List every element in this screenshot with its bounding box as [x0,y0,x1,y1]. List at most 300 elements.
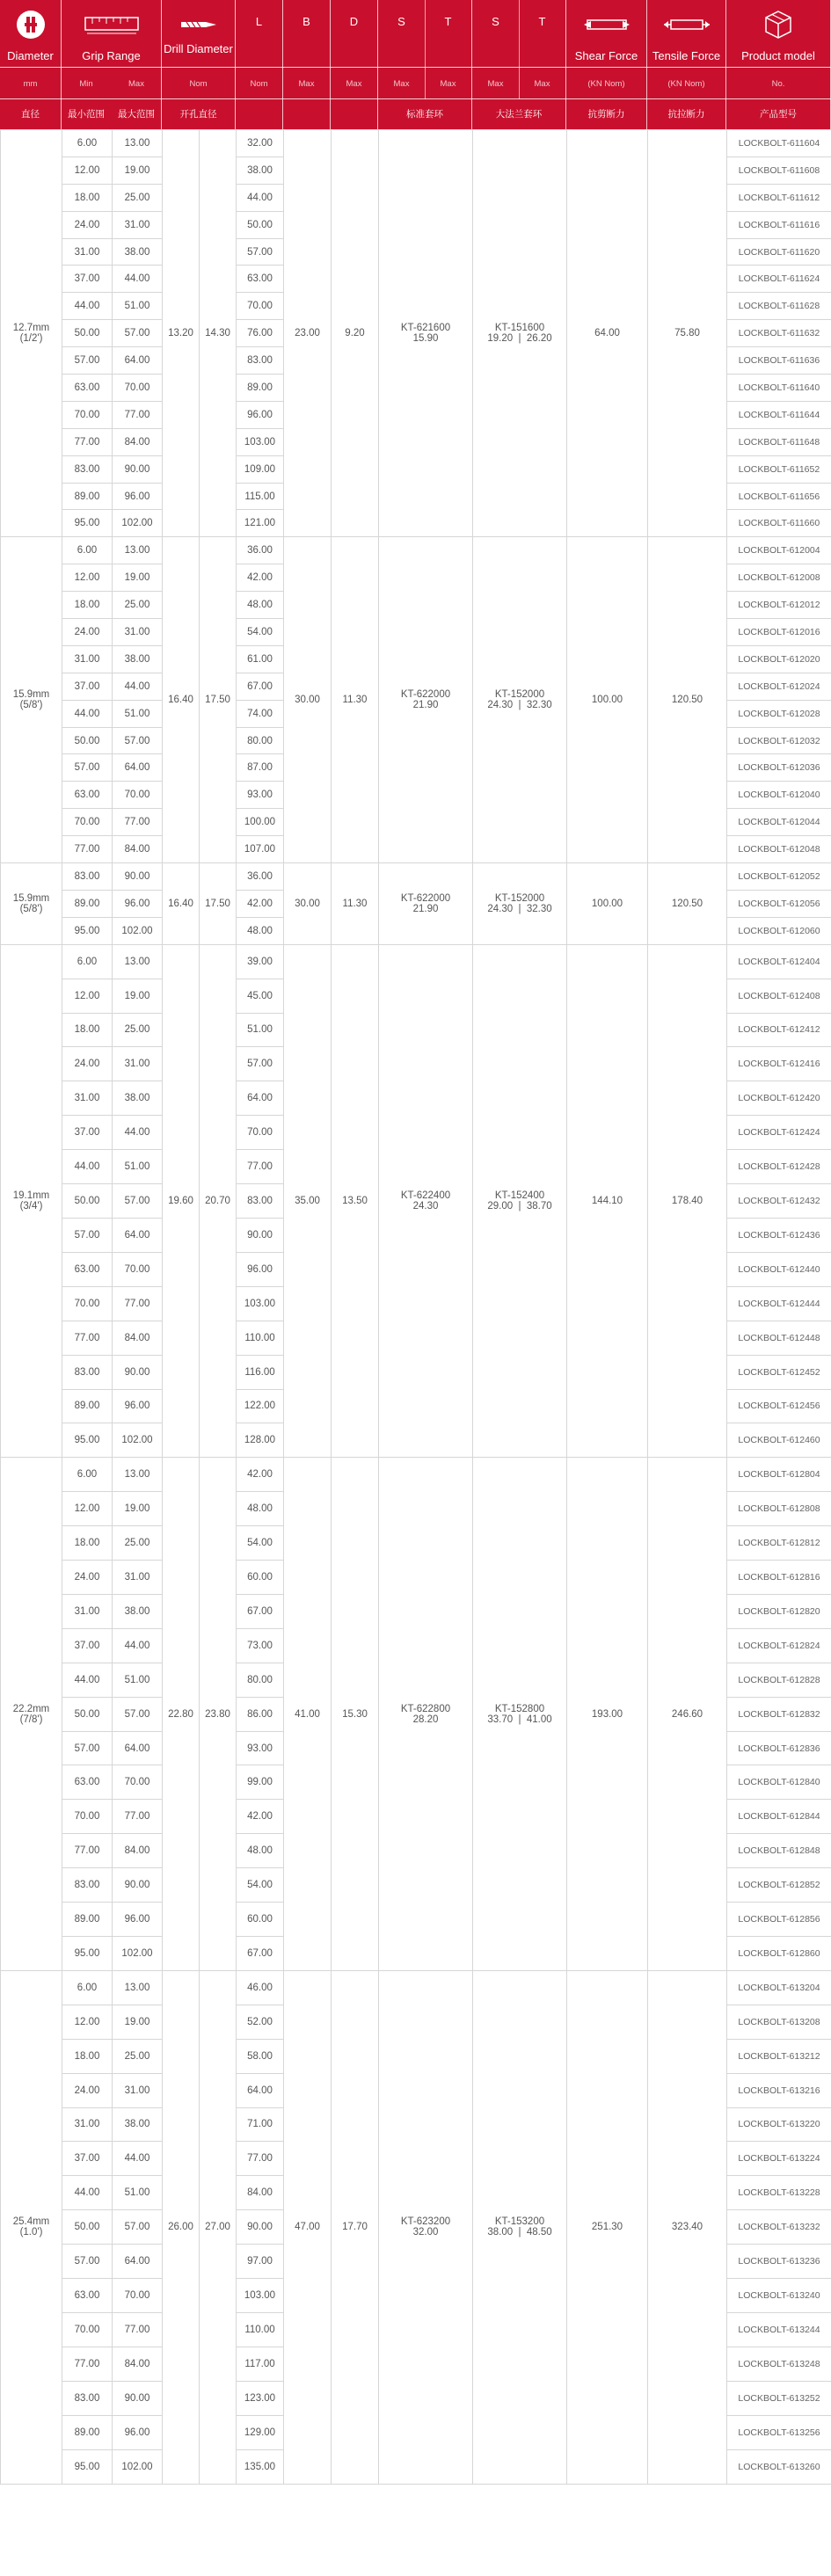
grip-max-cell-value: 44.00 [124,273,150,285]
grip-min-cell-value: 44.00 [74,1161,100,1173]
grip-min-cell-value: 70.00 [74,2324,100,2335]
grip-min-cell-value: 89.00 [74,898,100,909]
grip-max-cell [113,2176,163,2210]
grip-min-cell-value: 63.00 [74,1777,100,1788]
grip-max-cell-value: 25.00 [124,600,150,611]
product-model-cell [727,673,831,700]
flange-collar-cell-value: 24.30 [487,903,514,914]
length-cell-value: 107.00 [244,844,276,855]
grip-max-cell [113,1013,163,1047]
grip-min-cell [62,592,113,619]
product-model-cell [727,156,831,184]
grip-max-cell [113,1423,163,1458]
grip-min-cell [62,782,113,809]
grip-max-cell-value: 51.00 [124,2187,150,2199]
grip-min-cell-value: 6.00 [77,1469,98,1481]
grip-min-cell-value: 44.00 [74,708,100,719]
length-cell-value: 61.00 [247,653,273,665]
length-cell-value: 100.00 [244,817,276,828]
flange-collar-cell-value: 24.30 [487,700,514,711]
grip-min-cell-value: 37.00 [74,1640,100,1651]
grip-min-cell-value: 18.00 [74,2050,100,2062]
grip-max-cell-value: 84.00 [124,1332,150,1343]
length-cell-value: 87.00 [247,762,273,774]
grip-min-cell-value: 77.00 [74,436,100,448]
diameter-cell-value: (5/8') [19,700,43,711]
product-model-cell-value: LOCKBOLT-612808 [738,1503,820,1515]
product-model-cell-value: LOCKBOLT-612408 [738,990,820,1001]
length-cell [237,2347,284,2381]
table-row [1,863,831,891]
drill-min-cell-value: 19.60 [168,1196,193,1207]
header-cn [283,99,330,129]
grip-min-cell [62,863,113,891]
diameter-cell-value: 19.1mm [12,1190,50,1202]
standard-collar-cell [379,537,473,863]
length-cell-value: 36.00 [247,870,273,882]
grip-max-cell-value: 51.00 [124,1674,150,1685]
drill-min-cell [163,1458,200,1971]
grip-min-cell-value: 24.00 [74,219,100,230]
header-product-model [726,0,831,129]
product-model-cell-value: LOCKBOLT-612432 [738,1196,820,1207]
spec-table [0,129,831,2485]
grip-min-cell [62,1937,113,1971]
length-cell [237,890,284,917]
product-model-cell [727,320,831,347]
grip-max-cell-value: 96.00 [124,2427,150,2438]
grip-min-cell [62,809,113,836]
length-cell [237,2312,284,2347]
grip-max-cell-value: 25.00 [124,2050,150,2062]
d-cell-value: 9.20 [345,328,365,339]
product-model-cell-value: LOCKBOLT-612020 [738,653,820,665]
diameter-cell [1,944,62,1458]
tensile-cell [648,1970,727,2484]
grip-min-cell [62,645,113,673]
grip-max-cell-value: 64.00 [124,355,150,367]
grip-min-cell [62,375,113,402]
length-cell [237,1458,284,1492]
grip-max-cell-value: 57.00 [124,2222,150,2233]
grip-max-cell [113,510,163,537]
grip-min-cell [62,347,113,375]
length-cell [237,1526,284,1561]
separator: | [513,1714,527,1725]
product-model-cell-value: LOCKBOLT-612832 [738,1708,820,1720]
product-model-cell [727,1286,831,1321]
grip-max-cell [113,2210,163,2245]
grip-max-cell [113,401,163,428]
product-model-cell-value: LOCKBOLT-612056 [738,898,820,909]
grip-min-cell [62,2381,113,2415]
length-cell [237,754,284,782]
standard-collar-cell-value: 28.20 [412,1714,439,1725]
grip-max-cell [113,1047,163,1081]
grip-max-cell-value: 90.00 [124,870,150,882]
table-row [1,1458,831,1492]
length-cell-value: 99.00 [247,1777,273,1788]
length-cell [237,2415,284,2449]
product-model-cell-value: LOCKBOLT-612840 [738,1777,820,1788]
product-model-cell [727,944,831,979]
grip-min-cell-value: 70.00 [74,409,100,420]
grip-min-cell [62,1834,113,1868]
product-model-cell [727,130,831,157]
length-cell [237,1628,284,1663]
product-model-cell [727,700,831,727]
length-cell-value: 60.00 [247,1914,273,1925]
grip-max-cell [113,2142,163,2176]
product-model-cell [727,1184,831,1219]
b-cell-value: 30.00 [295,695,320,706]
product-model-cell-value: LOCKBOLT-612444 [738,1298,820,1309]
length-cell [237,1423,284,1458]
b-cell [284,1970,332,2484]
length-cell [237,130,284,157]
length-cell [237,428,284,455]
product-model-cell [727,645,831,673]
diameter-cell-value: 12.7mm [12,323,50,334]
b-cell-value: 23.00 [295,328,320,339]
product-model-cell-value: LOCKBOLT-612804 [738,1469,820,1481]
grip-max-cell-value: 57.00 [124,1196,150,1207]
product-model-cell-value: LOCKBOLT-611660 [738,518,820,529]
grip-max-cell-value: 57.00 [124,328,150,339]
drill-min-cell [163,130,200,537]
grip-max-cell [113,2107,163,2142]
length-cell-value: 58.00 [247,2050,273,2062]
grip-max-cell [113,293,163,320]
drill-max-cell-value: 17.50 [205,898,230,909]
product-model-cell-value: LOCKBOLT-613216 [738,2085,820,2096]
product-model-cell [727,1321,831,1355]
flange-collar-cell-value: 38.00 [487,2227,514,2238]
grip-min-cell [62,754,113,782]
grip-max-cell [113,211,163,238]
product-model-cell-value: LOCKBOLT-612412 [738,1024,820,1036]
length-cell [237,2449,284,2484]
drill-min-cell-value: 26.00 [168,2222,193,2233]
header-label: L [255,15,263,28]
grip-max-cell-value: 84.00 [124,436,150,448]
grip-min-cell-value: 37.00 [74,2153,100,2165]
flange-collar-cell-value: 19.20 [487,333,514,345]
product-model-cell-value: LOCKBOLT-613208 [738,2016,820,2027]
grip-max-cell [113,2073,163,2107]
length-cell [237,1150,284,1184]
shear-cell [567,537,648,863]
product-model-cell-value: LOCKBOLT-612836 [738,1743,820,1754]
length-cell [237,917,284,944]
shear-cell-value: 64.00 [594,328,620,339]
grip-max-cell-value: 64.00 [124,762,150,774]
grip-min-cell-value: 95.00 [74,518,100,529]
length-cell-value: 67.00 [247,1947,273,1959]
length-cell-value: 57.00 [247,1059,273,1070]
tensile-cell-value: 323.40 [671,2222,703,2233]
grip-min-cell [62,619,113,646]
product-model-cell-value: LOCKBOLT-613260 [738,2461,820,2472]
grip-min-cell [62,1594,113,1628]
grip-max-cell-value: 38.00 [124,1093,150,1104]
product-model-cell [727,1013,831,1047]
length-cell-value: 77.00 [247,2153,273,2165]
grip-min-cell [62,944,113,979]
header-shear-force [566,0,647,129]
length-cell-value: 80.00 [247,735,273,746]
product-model-cell [727,836,831,863]
grip-min-cell [62,1731,113,1765]
standard-collar-cell [379,1458,473,1971]
header-label-s: S [397,15,405,28]
standard-collar-cell [379,863,473,945]
product-model-cell [727,401,831,428]
header-tensile-force [647,0,726,129]
length-cell [237,2279,284,2313]
d-cell [332,944,379,1458]
product-model-cell-value: LOCKBOLT-613232 [738,2222,820,2233]
grip-max-cell [113,1116,163,1150]
header-grip-range [62,0,162,129]
product-model-cell [727,1868,831,1903]
length-cell-value: 54.00 [247,1538,273,1549]
grip-max-cell-value: 96.00 [124,491,150,502]
grip-min-cell-value: 83.00 [74,2392,100,2404]
header-unit-s: Max [487,79,504,89]
tensile-cell [648,130,727,537]
diameter-cell [1,537,62,863]
drill-max-cell [200,537,237,863]
grip-max-cell [113,1628,163,1663]
product-model-cell [727,1423,831,1458]
length-cell-value: 71.00 [247,2119,273,2130]
product-model-cell [727,1492,831,1526]
grip-max-cell-value: 51.00 [124,708,150,719]
header-L [236,0,283,129]
length-cell [237,1594,284,1628]
diameter-cell-value: 25.4mm [12,2216,50,2228]
grip-min-cell [62,2415,113,2449]
product-model-cell [727,1731,831,1765]
grip-min-cell-value: 24.00 [74,2085,100,2096]
grip-min-cell-value: 63.00 [74,382,100,393]
product-model-cell [727,979,831,1013]
length-cell-value: 70.00 [247,301,273,312]
length-cell [237,1765,284,1800]
grip-min-cell [62,700,113,727]
table-row [1,130,831,157]
product-model-cell-value: LOCKBOLT-612040 [738,790,820,801]
drill-max-cell-value: 27.00 [205,2222,230,2233]
grip-min-cell [62,727,113,754]
length-cell [237,1731,284,1765]
length-cell [237,1389,284,1423]
length-cell [237,782,284,809]
length-cell-value: 110.00 [244,2324,275,2335]
standard-collar-cell-code: KT-622400 [400,1190,451,1202]
grip-min-cell [62,1150,113,1184]
grip-min-cell [62,238,113,266]
grip-max-cell-value: 38.00 [124,246,150,258]
grip-min-cell [62,2210,113,2245]
grip-min-cell [62,510,113,537]
product-model-cell [727,1389,831,1423]
product-model-cell-value: LOCKBOLT-612024 [738,680,820,692]
grip-min-cell-value: 18.00 [74,1024,100,1036]
grip-min-cell [62,2312,113,2347]
length-cell [237,700,284,727]
table-row [1,537,831,564]
grip-max-cell-value: 96.00 [124,1401,150,1412]
length-cell-value: 77.00 [247,1161,273,1173]
length-cell-value: 44.00 [247,192,273,203]
length-cell [237,1937,284,1971]
grip-min-cell-value: 50.00 [74,735,100,746]
grip-min-cell-value: 70.00 [74,1298,100,1309]
length-cell [237,645,284,673]
length-cell-value: 86.00 [247,1708,273,1720]
length-cell [237,2039,284,2073]
table-header [0,0,831,129]
length-cell [237,1218,284,1252]
product-model-cell-value: LOCKBOLT-612820 [738,1605,820,1617]
header-label-t: T [444,15,452,28]
product-model-cell [727,1697,831,1731]
grip-max-cell-value: 19.00 [124,2016,150,2027]
product-model-cell [727,2107,831,2142]
b-cell [284,1458,332,1971]
grip-min-cell-value: 83.00 [74,1880,100,1891]
header-cn: 大法兰套环 [495,109,543,120]
product-model-cell-value: LOCKBOLT-612044 [738,817,820,828]
length-cell-value: 50.00 [247,219,273,230]
header-cn: 直径 [21,109,40,120]
header-cn-min: 最小范围 [68,109,105,120]
grip-max-cell-value: 90.00 [124,1366,150,1378]
grip-min-cell [62,2107,113,2142]
product-model-cell [727,727,831,754]
diameter-cell-value: (3/4') [19,1201,43,1212]
length-cell [237,320,284,347]
length-cell [237,1800,284,1834]
product-model-cell [727,266,831,293]
length-cell [237,2142,284,2176]
grip-min-cell [62,2245,113,2279]
shear-cell-value: 144.10 [591,1196,623,1207]
header-unit: mm [23,79,38,89]
header-unit: (KN Nom) [587,79,625,89]
header-divider [0,98,831,99]
grip-min-cell-value: 89.00 [74,1914,100,1925]
header-label: Product model [741,49,815,62]
grip-min-cell [62,1663,113,1697]
grip-min-cell-value: 63.00 [74,2290,100,2302]
length-cell-value: 42.00 [247,898,273,909]
product-model-cell [727,1218,831,1252]
grip-max-cell-value: 38.00 [124,653,150,665]
standard-collar-cell-value: 32.00 [412,2227,439,2238]
grip-max-cell [113,917,163,944]
grip-max-cell-value: 38.00 [124,1605,150,1617]
grip-max-cell [113,1970,163,2005]
standard-collar-cell-code: KT-621600 [400,323,451,334]
product-model-cell-value: LOCKBOLT-611640 [738,382,820,393]
grip-max-cell-value: 102.00 [121,1947,153,1959]
grip-min-cell-value: 6.00 [77,1982,98,1993]
header-cn: 抗剪断力 [587,109,625,120]
product-model-cell [727,347,831,375]
grip-max-cell [113,863,163,891]
grip-max-cell [113,320,163,347]
grip-max-cell [113,1937,163,1971]
tensile-cell-value: 120.50 [671,695,703,706]
ruler-icon [62,5,161,44]
length-cell-value: 93.00 [247,1743,273,1754]
grip-min-cell-value: 70.00 [74,817,100,828]
length-cell-value: 80.00 [247,1674,273,1685]
length-cell-value: 121.00 [244,518,276,529]
header-cn: 产品型号 [760,109,797,120]
product-model-cell-value: LOCKBOLT-612856 [738,1914,820,1925]
grip-max-cell-value: 44.00 [124,680,150,692]
product-model-cell-value: LOCKBOLT-612060 [738,925,820,936]
product-model-cell-value: LOCKBOLT-612004 [738,545,820,557]
grip-min-cell-value: 89.00 [74,2427,100,2438]
diameter-cell-value: (7/8') [19,1714,43,1725]
product-model-cell-value: LOCKBOLT-611632 [738,328,820,339]
drill-min-cell-value: 13.20 [168,328,193,339]
flange-collar-cell-code: KT-151600 [494,323,545,334]
standard-collar-cell-code: KT-622800 [400,1703,451,1714]
grip-max-cell [113,238,163,266]
flange-collar-cell [473,1970,567,2484]
b-cell-value: 30.00 [295,898,320,909]
header-standard-collar [378,0,472,129]
length-cell-value: 74.00 [247,708,273,719]
header-cn: 开孔直径 [179,109,217,120]
grip-max-cell [113,1526,163,1561]
standard-collar-cell-code: KT-622000 [400,892,451,904]
grip-min-cell-value: 50.00 [74,1196,100,1207]
product-model-cell [727,1252,831,1286]
grip-min-cell-value: 95.00 [74,1435,100,1446]
grip-min-cell [62,1765,113,1800]
product-model-cell [727,2245,831,2279]
length-cell [237,455,284,483]
grip-max-cell-value: 70.00 [124,1263,150,1275]
product-model-cell-value: LOCKBOLT-611656 [738,491,820,502]
length-cell-value: 48.00 [247,925,273,936]
product-model-cell-value: LOCKBOLT-612052 [738,870,820,882]
diameter-cell-value: (5/8') [19,903,43,914]
grip-max-cell-value: 102.00 [121,2461,153,2472]
grip-min-cell [62,455,113,483]
product-model-cell [727,890,831,917]
length-cell-value: 39.00 [247,956,273,967]
grip-max-cell [113,2415,163,2449]
grip-min-cell [62,836,113,863]
header-label: B [303,15,310,28]
flange-collar-cell-code: KT-152000 [494,689,545,701]
grip-min-cell-value: 63.00 [74,790,100,801]
product-model-cell [727,428,831,455]
drill-max-cell-value: 20.70 [205,1196,230,1207]
product-model-cell-value: LOCKBOLT-613252 [738,2392,820,2404]
product-model-cell-value: LOCKBOLT-612860 [738,1947,820,1959]
header-diameter [0,0,62,129]
grip-min-cell [62,1561,113,1595]
